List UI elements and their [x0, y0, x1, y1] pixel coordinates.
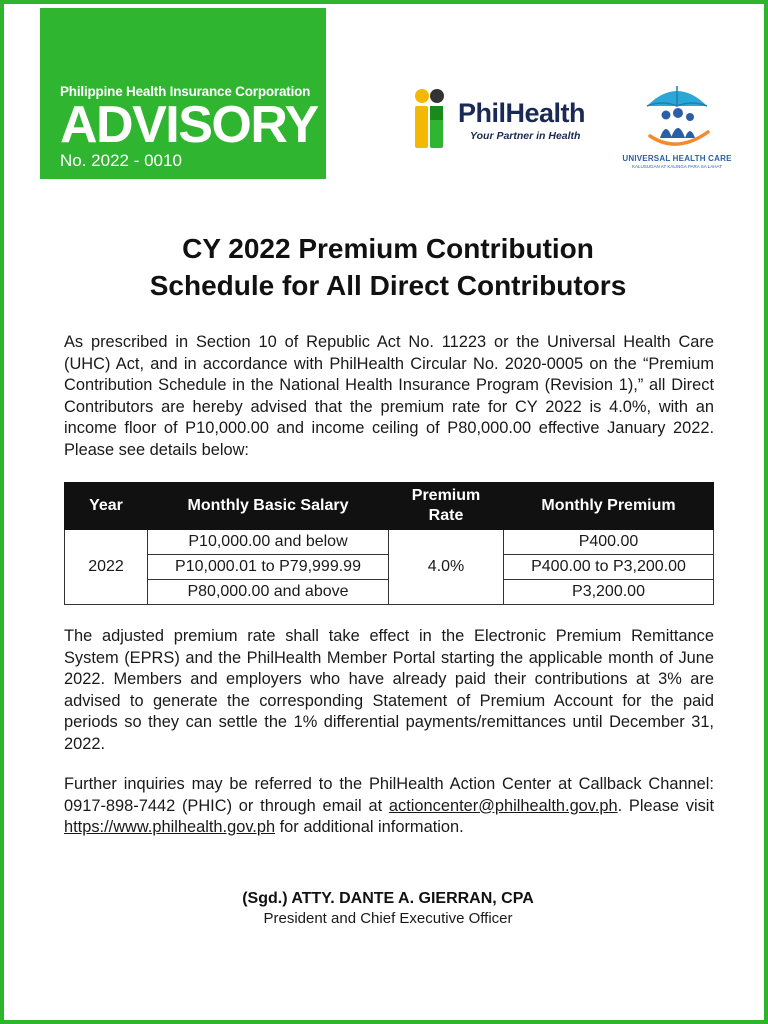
headline	[44, 230, 732, 304]
cell-premium: P3,200.00	[504, 580, 714, 605]
header-premium-rate-line-2: Rate	[428, 507, 464, 524]
philhealth-wordmark: PhilHealth	[458, 98, 586, 128]
advisory-title: ADVISORY	[60, 96, 318, 154]
header-premium-rate-line-1: Premium	[411, 487, 481, 504]
cell-year: 2022	[65, 530, 148, 605]
organization-name: Philippine Health Insurance Corporation	[60, 84, 311, 99]
advisory-number: No. 2022 - 0010	[60, 151, 182, 170]
cell-premium: P400.00	[504, 530, 714, 555]
inquiries-text-between: . Please visit	[617, 796, 715, 815]
philhealth-mark-icon	[410, 86, 456, 152]
effectivity-paragraph: The adjusted premium rate shall take effect in the Electronic Premium Remittance System (EPRS) and the PhilHealth Member Portal starting the applicable month of June 2022. Members and employers who have already paid their contributions at 3% are advised to generate the corresponding Statement of Premium Account for the paid periods so they can settle the 1% differential payments/remittances until December 31, 2022.	[64, 627, 714, 753]
inquiries-text: Further inquiries may be referred to the PhilHealth Action Center at Callback Channel: 0917-898-7442 (PHIC) or through email at	[64, 775, 714, 815]
uhc-logo	[622, 80, 732, 170]
header-monthly-basic-salary: Monthly Basic Salary	[148, 483, 389, 530]
philhealth-logo	[410, 86, 610, 156]
header-monthly-premium: Monthly Premium	[504, 483, 714, 530]
signatory-name: (Sgd.) ATTY. DANTE A. GIERRAN, CPA	[242, 890, 534, 907]
signatory-title: President and Chief Executive Officer	[263, 910, 513, 927]
cell-salary: P10,000.00 and below	[148, 530, 389, 555]
cell-premium: P400.00 to P3,200.00	[504, 555, 714, 580]
cell-rate: 4.0%	[389, 530, 504, 605]
inquiries-text-end: for additional information.	[275, 818, 464, 837]
inquiries-paragraph	[64, 774, 714, 839]
philhealth-tagline: Your Partner in Health	[470, 130, 581, 142]
table-header-row	[65, 483, 714, 530]
headline-line-2: Schedule for All Direct Contributors	[149, 270, 627, 301]
umbrella-family-icon	[622, 80, 732, 152]
cell-salary: P80,000.00 and above	[148, 580, 389, 605]
header-year: Year	[65, 483, 148, 530]
advisory-banner	[40, 8, 326, 179]
uhc-name: UNIVERSAL HEALTH CARE	[622, 154, 732, 163]
uhc-subtitle: KALUSUGAN AT KALINGA PARA SA LAHAT	[632, 164, 722, 169]
headline-line-1: CY 2022 Premium Contribution	[182, 233, 594, 264]
premium-schedule-table	[64, 482, 714, 605]
cell-salary: P10,000.01 to P79,999.99	[148, 555, 389, 580]
intro-paragraph: As prescribed in Section 10 of Republic Act No. 11223 or the Universal Health Care (UHC) Act, and in accordance with PhilHealth Circular No. 2020-0005 on the “Premium Contribution Schedule in the National Health Insurance Program (Revision 1),” all Direct Contributors are hereby advised that the premium rate for CY 2022 is 4.0%, with an income floor of P10,000.00 and income ceiling of P80,000.00 effective January 2022. Please see details below:	[64, 333, 714, 459]
website-link[interactable]: https://www.philhealth.gov.ph	[64, 818, 276, 837]
header-premium-rate	[389, 483, 504, 530]
email-link[interactable]: actioncenter@philhealth.gov.ph	[388, 796, 618, 815]
table-row	[65, 530, 714, 555]
